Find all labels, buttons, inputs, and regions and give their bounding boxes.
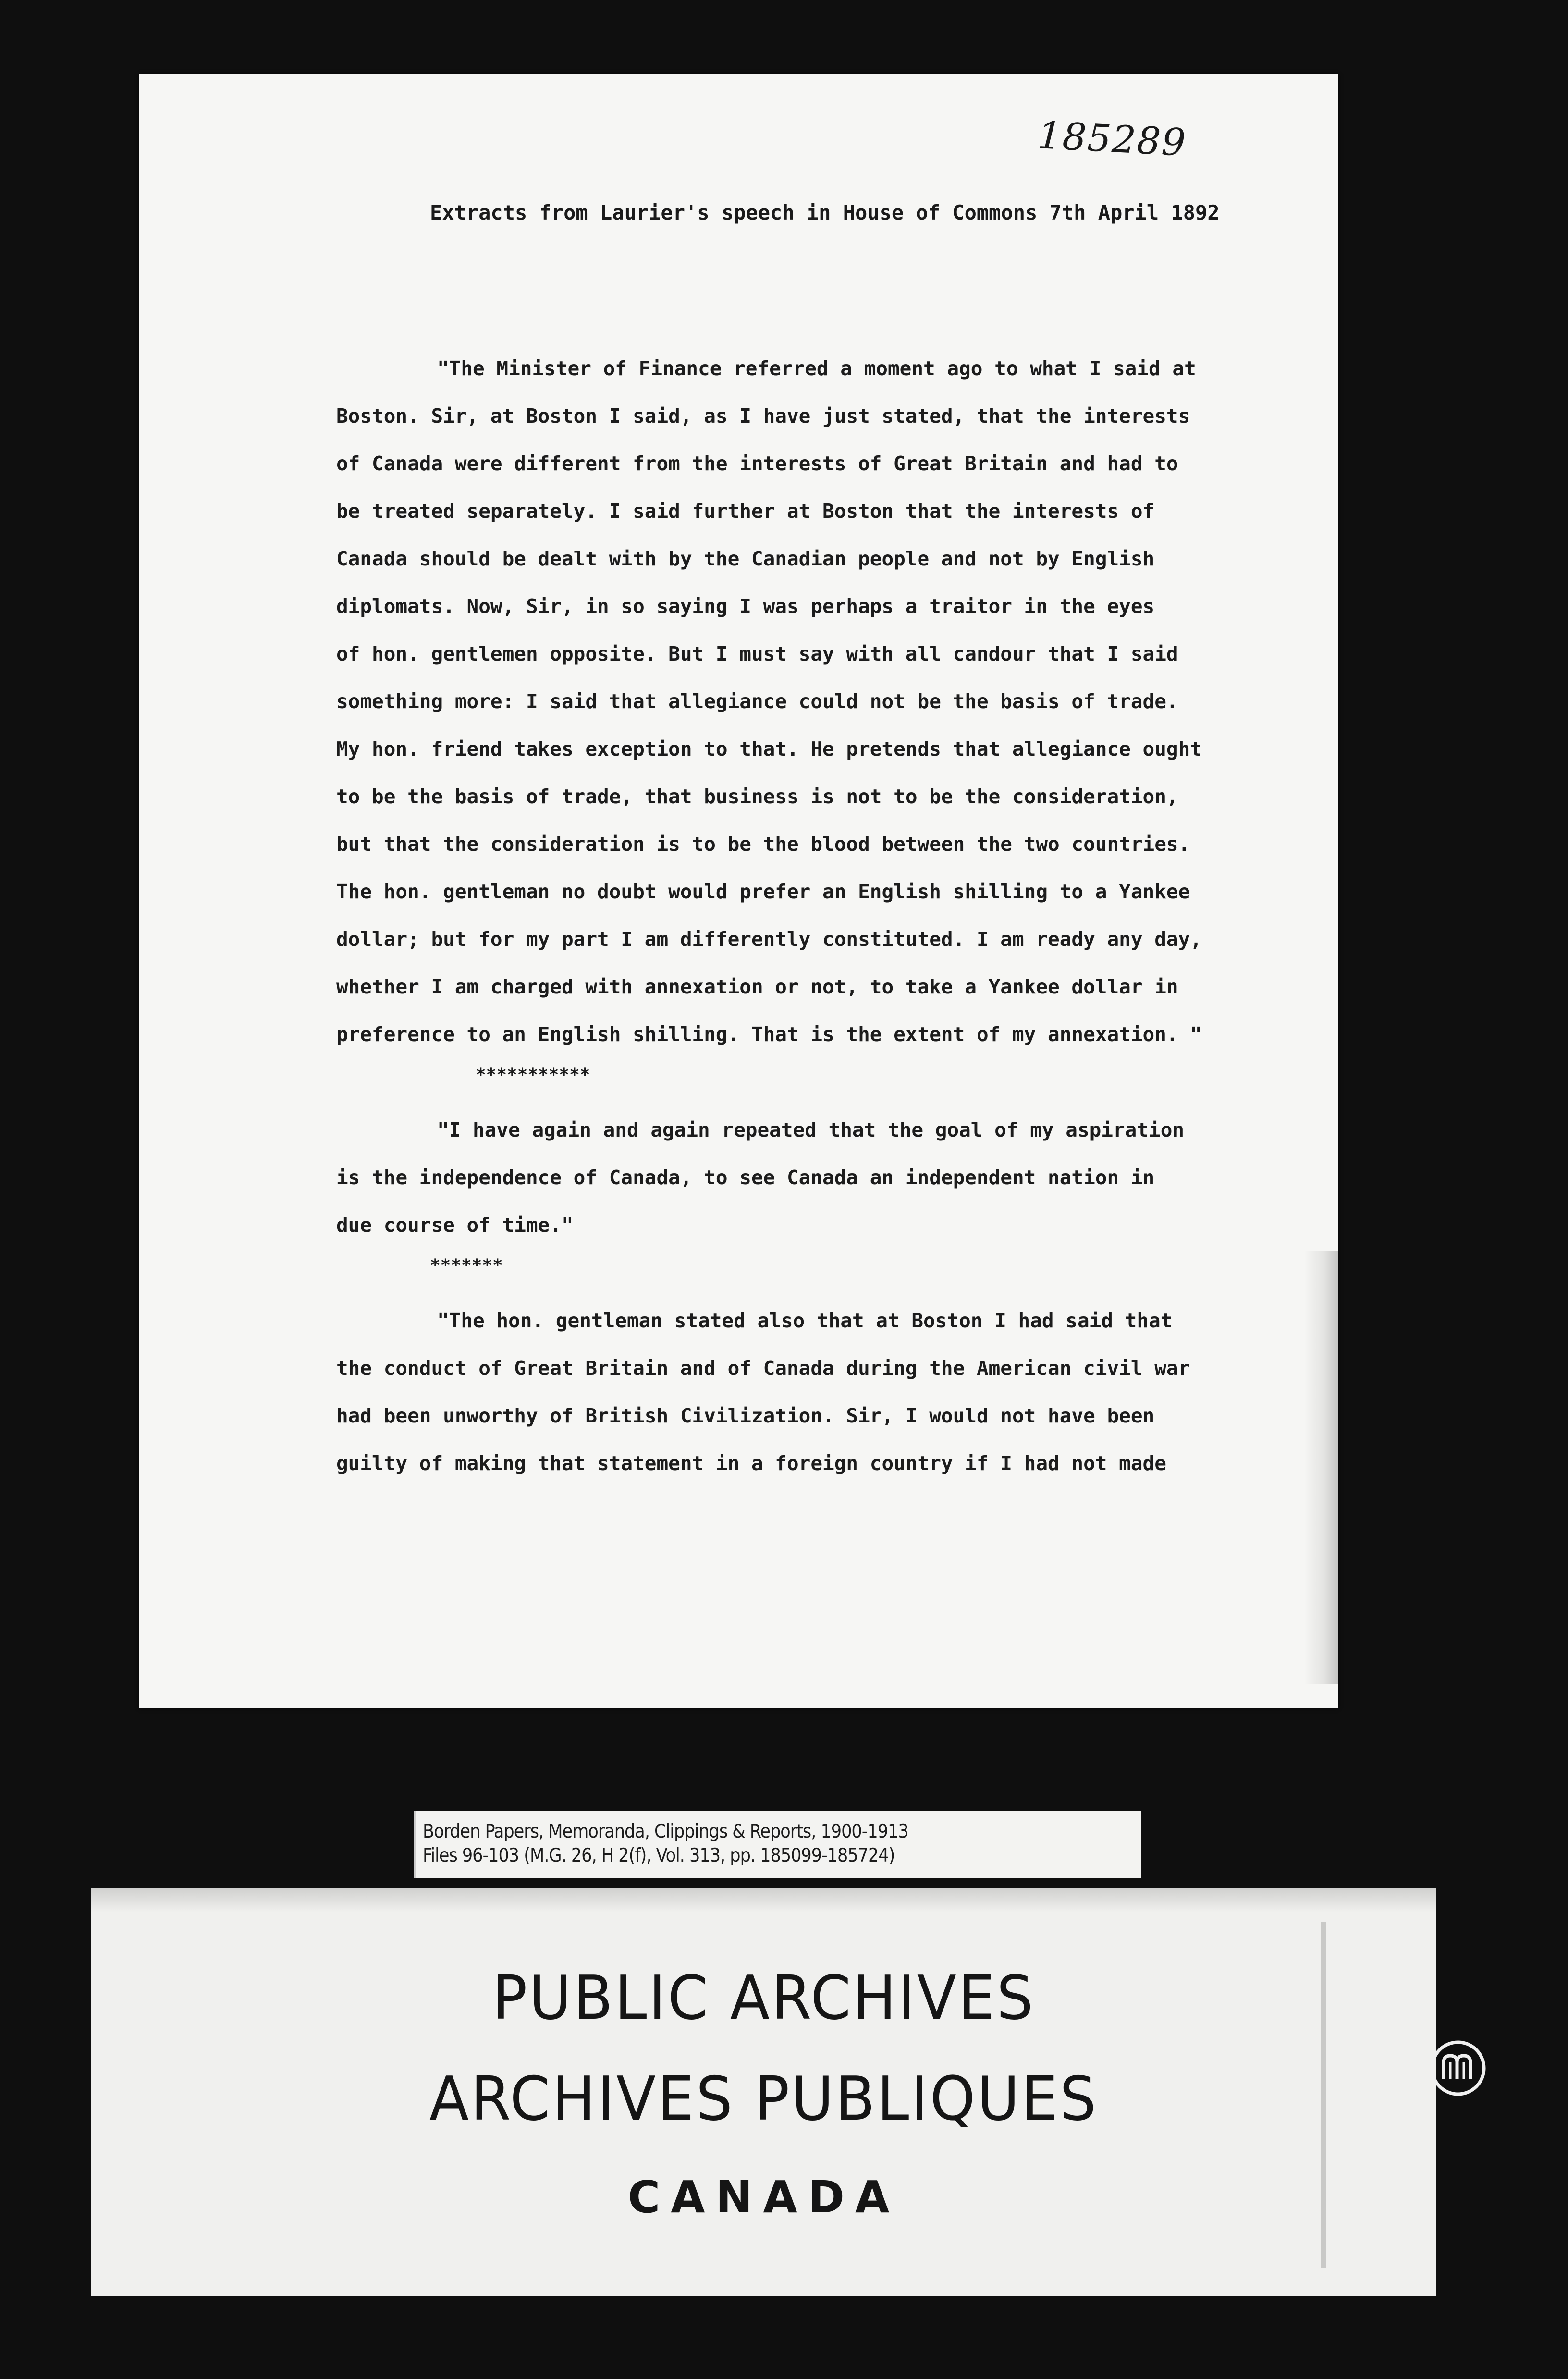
stamp-line-country: CANADA: [627, 2171, 900, 2223]
paragraph-1-line: Boston. Sir, at Boston I said, as I have just stated, that the interests: [336, 405, 1190, 428]
paragraph-3-line: the conduct of Great Britain and of Canada during the American civil war: [336, 1357, 1190, 1380]
paragraph-1-line: be treated separately. I said further at Boston that the interests of: [336, 500, 1155, 523]
archive-reference-label: [414, 1811, 1141, 1878]
paragraph-3-line: "The hon. gentleman stated also that at Boston I had said that: [437, 1309, 1173, 1332]
archives-canada-logo-icon: [1429, 2039, 1487, 2097]
separator-2: *******: [430, 1256, 503, 1275]
paragraph-2: [336, 1106, 1230, 1249]
paragraph-1-line: "The Minister of Finance referred a moment ago to what I said at: [437, 357, 1196, 380]
paragraph-3: [336, 1297, 1230, 1487]
paragraph-1: [336, 345, 1230, 1058]
paragraph-1-line: something more: I said that allegiance could not be the basis of trade.: [336, 690, 1178, 713]
paragraph-1-line: My hon. friend takes exception to that. He pretends that allegiance ought: [336, 737, 1202, 760]
paragraph-1-line: diplomats. Now, Sir, in so saying I was perhaps a traitor in the eyes: [336, 595, 1155, 618]
paragraph-2-line: due course of time.": [336, 1214, 574, 1237]
archives-stamp-card: [91, 1888, 1436, 2296]
speech-body: [336, 345, 1230, 1487]
paragraph-1-line: The hon. gentleman no doubt would prefer an English shilling to a Yankee: [336, 880, 1190, 903]
paragraph-1-line: preference to an English shilling. That is the extent of my annexation. ": [336, 1023, 1202, 1046]
stamp-line-english: PUBLIC ARCHIVES: [492, 1963, 1035, 2034]
paragraph-1-line: of Canada were different from the interests of Great Britain and had to: [336, 452, 1178, 475]
archive-label-line-1: Borden Papers, Memoranda, Clippings & Reports, 1900-1913: [423, 1821, 908, 1842]
paragraph-1-line: dollar; but for my part I am differently constituted. I am ready any day,: [336, 928, 1202, 951]
document-title: Extracts from Laurier's speech in House of Commons 7th April 1892: [430, 201, 1220, 224]
page-number: 185289: [1036, 113, 1188, 165]
paragraph-3-line: had been unworthy of British Civilization. Sir, I would not have been: [336, 1404, 1155, 1427]
paragraph-2-line: is the independence of Canada, to see Canada an independent nation in: [336, 1166, 1155, 1189]
separator-1: ***********: [476, 1065, 590, 1085]
paragraph-1-line: of hon. gentlemen opposite. But I must say with all candour that I said: [336, 642, 1178, 665]
paragraph-1-line: but that the consideration is to be the blood between the two countries.: [336, 833, 1190, 856]
paragraph-1-line: whether I am charged with annexation or not, to take a Yankee dollar in: [336, 975, 1178, 998]
paragraph-3-line: guilty of making that statement in a foreign country if I had not made: [336, 1452, 1166, 1475]
stamp-line-french: ARCHIVES PUBLIQUES: [429, 2064, 1099, 2134]
paragraph-1-line: Canada should be dealt with by the Canadian people and not by English: [336, 547, 1155, 570]
paragraph-1-line: to be the basis of trade, that business is not to be the consideration,: [336, 785, 1178, 808]
archive-label-line-2: Files 96-103 (M.G. 26, H 2(f), Vol. 313, pp. 185099-185724): [423, 1845, 895, 1866]
paragraph-2-line: "I have again and again repeated that the goal of my aspiration: [437, 1118, 1185, 1141]
